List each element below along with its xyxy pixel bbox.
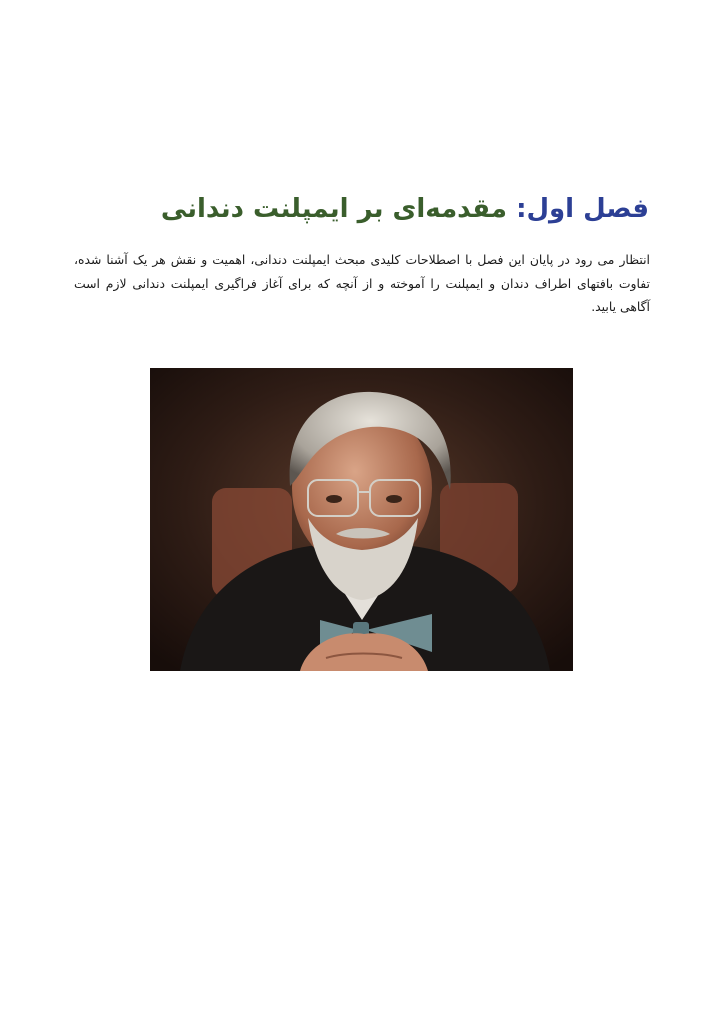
chapter-intro-paragraph: انتظار می رود در پایان این فصل با اصطلاحات کلیدی مبحث ایمپلنت دندانی، اهمیت و نقش هر یک آشنا شده، تفاوت بافتهای اطراف دندان و ایمپلنت را آموخته و از آنچه که برای آغاز فراگیری ایمپلنت دندانی لازم است آگاهی یابید. <box>74 252 650 315</box>
portrait-photo <box>150 368 573 671</box>
chapter-heading <box>161 187 649 231</box>
portrait-illustration <box>150 368 573 671</box>
chapter-title: مقدمه‌ای بر ایمپلنت دندانی <box>160 194 507 225</box>
chapter-label: فصل اول: <box>516 194 649 225</box>
